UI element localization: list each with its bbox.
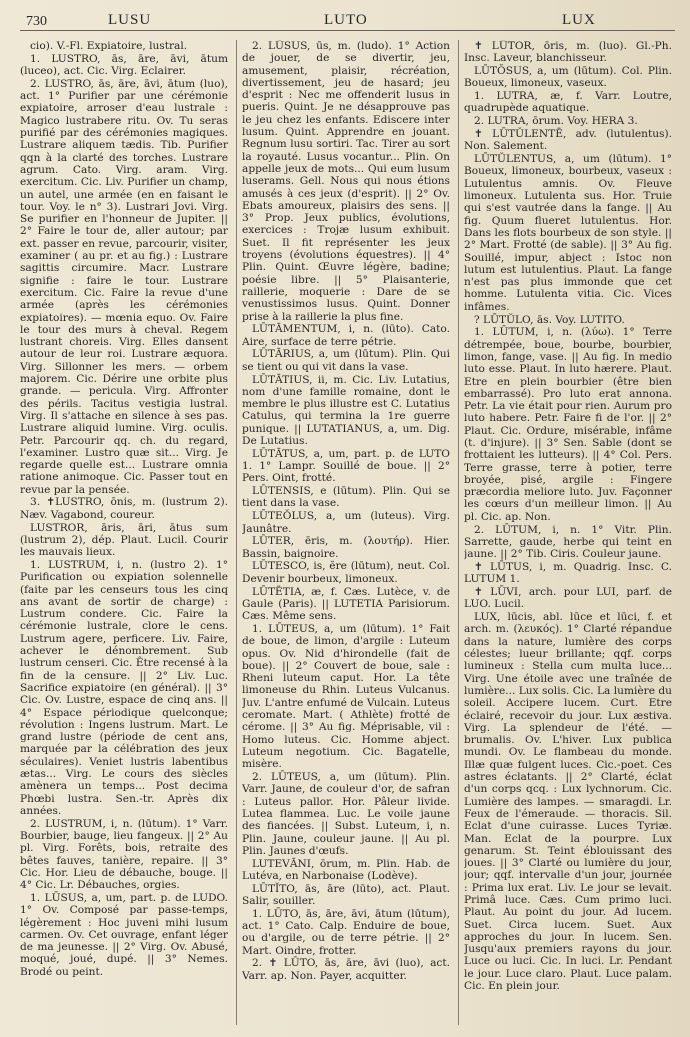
dictionary-entry: 2. LUSTRO, ās, āre, āvi, ātum (luo), act. 1° Purifier par une cérémonie expiatoire, arroser d'eau lustrale : Magico lustrabere ritu. Ov. Tu seras purifié par des cérémonies magiques. Lustrare aliquem tædis. Tib. Purifier qqn à la clarté des torches. Lustrare agrum. Cato. Virg. aram. Virg. exercitum. Cic. Liv. Purifier un champ, un autel, une armée (en en faisant le tour. Voy. le n° 3). Lustrari Jovi. Virg. Se purifier en l'honneur de Jupiter. || 2° Faire le tour de, aller autour; par ext. passer en revue, parcourir, visiter, examiner ( au pr. et au fig.) : Lustrare sagittis circumire. Macr. Lustrare signifie : faire le tour. Lustrare exercitum. Cic. Faire la revue d'une armée (après les cérémonies expiatoires). — mœnia equo. Ov. Faire le tour des murs à cheval. Regem lustrant choreis. Virg. Elles dansent autour de leur roi. Lustrare æquora. Virg. Sillonner les mers. — orbem majorem. Cic. Dérire une orbite plus grande. — pericula. Virg. Affronter des périls. Tacitus vestigia lustral. Virg. Il s'attache en silence à ses pas. Lustrare aliquid lumine. Virg. oculis. Petr. Parcourir qq. ch. du regard, l'examiner. Lustro quæ sit... Virg. Je regarde quelle est... Lustrare omnia ratione animoque. Cic. Passer tout en revue par la pensée.	[20, 77, 228, 496]
dictionary-entry: 2. LŪTEUS, a, um (lūtum). Plin. Varr. Jaune, de couleur d'or, de safran : Luteus pallor. Hor. Pâleur livide. Lutea flammea. Luc. Le voile jaune des fiancées. || Subst. Luteum, i, n. Plin. Jaune, couleur jaune. || Au pl. Plin. Jaunes d'œufs.	[242, 771, 450, 857]
dictionary-entry: LŪTĀTIUS, ii, m. Cic. Liv. Lutatius, nom d'une famille romaine, dont le membre le plus illustre est C. Lutatius Catulus, qui termina la 1re guerre punique. || LUTATIANUS, a, um. Dig. De Lutatius.	[242, 373, 450, 447]
dictionary-entry: 1. LUTRA, æ, f. Varr. Loutre, quadrupède aquatique.	[464, 90, 672, 115]
guide-word-center: LUTO	[324, 12, 368, 28]
dictionary-entry: 2. LUSTRUM, i, n. (lūtum). 1° Varr. Bourbier, bauge, lieu fangeux. || 2° Au pl. Virg. Forêts, bois, retraite des bêtes fauves, tanière, repaire. || 3° Cic. Hor. Lieu de débauche, bouge. || 4° Cic. Lr. Débauches, orgies.	[20, 817, 228, 892]
guide-word-left: LUSU	[108, 12, 152, 28]
dictionary-entry: 1. LUSTRUM, i, n. (lustro 2). 1° Purification ou expiation solennelle (faite par les censeurs tous les cinq ans avant de sortir de charge) : Lustrum condere. Cic. Faire la cérémonie lustrale, clore le cens. Lustrum agere, perficere. Liv. Faire, achever le dénombrement. Sub lustrum censeri. Cic. Être recensé à la fin de la censure. || 2° Liv. Luc. Sacrifice expiatoire (en général). || 3° Cic. Ov. Lustre, espace de cinq ans. || 4° Espace périodique quelconque; révolution : Ingens lustrum. Mart. Le grand lustre (période de cent ans, marquée par la célébration des jeux séculaires). Veniet lustris labentibus ætas... Virg. Le cours des siècles amènera un temps... Post decima Phœbi lustra. Sen.-tr. Après dix années.	[20, 558, 228, 817]
dictionary-entry: LŪTĀTUS, a, um, part. p. de LUTO 1. 1° Lampr. Souillé de boue. || 2° Pers. Oint, frotté.	[242, 447, 450, 485]
dictionary-entry: ✝ LŪTOR, ōris, m. (luo). Gl.-Ph. Insc. Laveur, blanchisseur.	[464, 40, 672, 65]
dictionary-entry: LUSTROR, āris, āri, ātus sum (lustrum 2), dép. Plaut. Lucil. Courir les mauvais lieux.	[20, 521, 228, 559]
dictionary-entry: ✝ LŪTŬLENTĒ, adv. (lutulentus). Non. Salement.	[464, 128, 672, 153]
dictionary-entry: ✝ LŪTUS, i, m. Quadrig. Insc. C. LUTUM 1.	[464, 560, 672, 586]
guide-word-right: LUX	[562, 12, 596, 28]
dictionary-entry: LUX, lūcis, abl. lūce et lūci, f. et arch. m. (λευκός). 1° Clarté répandue dans la nature, lumière des corps célestes; lueur brillante; qqf. corps lumineux : Stella cum multa luce... Virg. Une étoile avec une traînée de lumière... Lux solis. Cic. La lumière du soleil. Accipere lucem. Curt. Etre éclairé, recevoir du jour. Lux æstiva. Virg. La splendeur de l'été. — brumalis. Ov. L'hiver. Lux publica mundi. Ov. Le flambeau du monde. Illæ quæ fulgent luces. Cic.-poet. Ces astres éclatants. || 2° Clarté, éclat d'un corps qcq. : Lux lychnorum. Cic. Lumière des lampes. — smaragdi. Lr. Feux de l'émeraude. — thoracis. Sil. Eclat d'une cuirasse. Luces Tyriæ. Man. Eclat de la pourpre. Lux genarum. St. Teint éblouissant des joues. || 3° Clarté ou lumière du jour, jour; qqf. intervalle d'un jour, journée : Prima lux erat. Liv. Le jour se levait. Primâ luce. Cæs. Cum primo luci. Plaut. Au point du jour. Ad lucem. Suet. Circa lucem. Suet. Aux approches du jour. In lucem. Sen. Jusqu'aux premiers rayons du jour. Luce ou luci. Cic. In luci. Lr. Pendant le jour. Luce claro. Plaut. Luce palam. Cic. En plein jour.	[464, 611, 672, 993]
column-right	[464, 40, 672, 1025]
dictionary-entry: cio). V.-Fl. Expiatoire, lustral.	[30, 40, 188, 52]
dictionary-entry: LŪTĀMENTUM, i, n. (lūto). Cato. Aire, surface de terre pétrie.	[242, 323, 450, 348]
column-middle	[242, 40, 450, 1025]
dictionary-entry: 2. LŪTUM, i, n. 1° Vitr. Plin. Sarrette, gaude, herbe qui teint en jaune. || 2° Tib. Ciris. Couleur jaune.	[464, 523, 672, 561]
dictionary-entry: ✝ LŪVI, arch. pour LUI, parf. de LUO. Lucil.	[464, 586, 672, 611]
entry-columns	[20, 40, 675, 1025]
dictionary-entry: LŪTENSIS, e (lūtum). Plin. Qui se tient dans la vase.	[242, 485, 450, 510]
dictionary-entry: 1. LŪSUS, a, um, part. p. de LUDO. 1° Ov. Composé par passe-temps, légèrement : Hoc juveni mihi lusum carmen. Ov. Cet ouvrage, enfant léger de ma jeunesse. || 2° Virg. Ov. Abusé, moqué, joué, dupé. || 3° Nemes. Brodé ou peint.	[20, 891, 228, 978]
dictionary-entry: LUTEVĀNI, ōrum, m. Plin. Hab. de Lutéva, en Narbonaise (Lodève).	[242, 857, 450, 882]
running-header	[0, 6, 690, 32]
dictionary-entry: LŪTESCO, is, ĕre (lūtum), neut. Col. Devenir bourbeux, limoneux.	[242, 560, 450, 585]
dictionary-entry: LŪTĬTO, ās, āre (lūto), act. Plaut. Salir, souiller.	[242, 882, 450, 907]
dictionary-entry: 1. LUSTRO, ās, āre, āvi, ātum (luceo), act. Cic. Virg. Eclairer.	[20, 52, 228, 78]
dictionary-entry: LŪTĒTIA, æ, f. Cæs. Lutèce, v. de Gaule (Paris). || LUTETIA Parisiorum. Cæs. Même sens.	[242, 585, 450, 623]
dictionary-entry: 2. ✝ LŪTO, ās, āre, āvi (luo), act. Varr. ap. Non. Payer, acquitter.	[242, 957, 450, 982]
dictionary-entry: 2. LŪSUS, ūs, m. (ludo). 1° Action de jouer, de se divertir, jeu, amusement, plaisir, récréation, divertissement, jeu de hasard; jeu d'esprit : Nec me offenderit lusus in pueris. Quint. Je ne désapprouve pas le jeu chez les enfants. Ediscere inter lusum. Quint. Apprendre en jouant. Regnum lusu sortiri. Tac. Tirer au sort la royauté. Lusus vocantur... Plin. On appelle jeux de mots... Qui eum lusum luserams. Gell. Nous qui nous étions amusés à ces jeux (d'esprit). || 2° Ov. Ebats amoureux, plaisirs des sens. || 3° Prop. Jeux publics, évolutions, exercices : Trojæ lusum exhibuit. Suet. Il fit représenter les jeux troyens (évolutions équestres). || 4° Plin. Quint. Œuvre légère, badine; poésie libre. || 5° Plaisanterie, raillerie, moquerie : Dare de se venustissimos lusus. Quint. Donner prise à la raillerie la plus fine.	[242, 40, 450, 323]
dictionary-entry: LŪTEŎLUS, a, um (luteus). Virg. Jaunâtre.	[242, 510, 450, 535]
dictionary-entry: 1. LŪTEUS, a, um (lūtum). 1° Fait de boue, de limon, d'argile : Luteum opus. Ov. Nid d'hirondelle (fait de boue). || 2° Couvert de boue, sale : Rheni luteum caput. Hor. La tête limoneuse du Rhin. Luteus Vulcanus. Juv. L'antre enfumé de Vulcain. Luteus ceromate. Mart. ( Athlète) frotté de cérome. || 3° Au fig. Méprisable, vil : Homo luteus. Cic. Homme abject. Luteum negotium. Cic. Bagatelle, misère.	[242, 622, 450, 771]
dictionary-entry: 1. LŪTUM, i, n. (λύω). 1° Terre détrempée, boue, bourbe, bourbier, limon, fange, vase. || Au fig. In medio luto esse. Plaut. In luto hærere. Plaut. Etre en plein bourbier (être bien embarrassé). Pro luto erat annona. Petr. La vie était pour rien. Aurum pro luto habere. Petr. Faire fi de l'or. || 2° Plaut. Cic. Ordure, misérable, infâme (t. d'injure). || 3° Sen. Sable (dont se frottaient les lutteurs). || 4° Col. Pers. Terre grasse, terre à potier, terre broyée, pisé, argile : Fingere præcordia meliore luto. Juv. Façonner les cœurs d'un meilleur limon. || Au pl. Cic. ap. Non.	[464, 326, 672, 523]
dictionary-entry: LŪTŌSUS, a, um (lūtum). Col. Plin. Boueux, limoneux, vaseux.	[464, 65, 672, 90]
column-left	[20, 40, 228, 1025]
page-number: 730	[26, 14, 47, 29]
dictionary-entry: 2. LUTRA, ōrum. Voy. HERA 3.	[474, 115, 638, 128]
dictionary-entry: LŪTŬLENTUS, a, um (lūtum). 1° Boueux, limoneux, bourbeux, vaseux : Lutulentus amnis. Ov. Fleuve limoneux. Lutulenta sus. Hor. Truie qui s'est vautrée dans la fange. || Au fig. Quum flueret lutulentus. Hor. Dans les flots bourbeux de son style. || 2° Mart. Frotté (de sable). || 3° Au fig. Souillé, impur, abject : Istoc non lutum est lutulentius. Plaut. La fange n'est pas plus immonde que cet homme. Lutulenta vitia. Cic. Vices infâmes.	[464, 153, 672, 313]
dictionary-entry: ? LŪTŬLO, ās. Voy. LUTITO.	[474, 313, 625, 326]
dictionary-entry: 3. ✝LUSTRO, ōnis, m. (lustrum 2). Næv. Vagabond, coureur.	[20, 496, 228, 521]
dictionary-entry: LŪTER, ēris, m. (λουτήρ). Hier. Bassin, baignoire.	[242, 535, 450, 560]
dictionary-entry: 1. LŪTO, ās, āre, āvi, ātum (lūtum), act. 1° Cato. Calp. Enduire de boue, ou d'argile, ou de terre pétrie. || 2° Mart. Oindre, frotter.	[242, 907, 450, 957]
header-rule	[20, 30, 675, 31]
dictionary-entry: LŪTĀRIUS, a, um (lūtum). Plin. Qui se tient ou qui vit dans la vase.	[242, 348, 450, 373]
